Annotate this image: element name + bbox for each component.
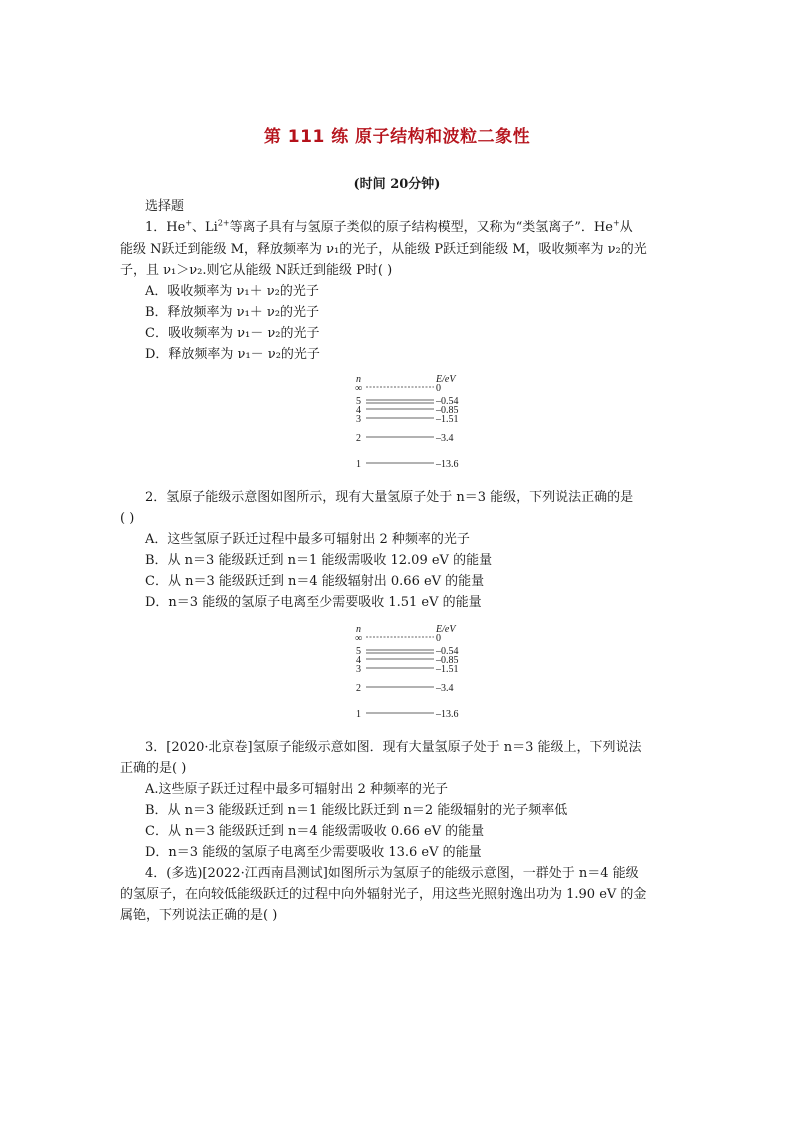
q1-line-3: 子，且 ν₁＞ν₂.则它从能级 N跃迁到能级 P时( ) xyxy=(120,263,393,278)
level-e-2: –3.4 xyxy=(436,683,454,694)
level-n-2: 2 xyxy=(356,433,361,444)
q2-option-c: C．从 n＝3 能级跃迁到 n＝4 能级辐射出 0.66 eV 的能量 xyxy=(145,574,485,589)
level-n-1: 1 xyxy=(356,459,361,470)
level-e-4: –0.85 xyxy=(436,655,459,666)
q2-option-b: B．从 n＝3 能级跃迁到 n＝1 能级需吸收 12.09 eV 的能量 xyxy=(145,553,493,568)
level-n-inf: ∞ xyxy=(355,633,363,644)
level-n-5: 5 xyxy=(356,396,361,407)
level-n-4: 4 xyxy=(356,655,361,666)
energy-level-diagram-2 xyxy=(352,622,482,722)
q2-option-d: D．n＝3 能级的氢原子电离至少需要吸收 1.51 eV 的能量 xyxy=(145,595,482,610)
q1-line-1: 1．He+、$Li^{2+}$等离子具有与氢原子类似的原子结构模型，又称为“类氢离子”．He+从 xyxy=(145,218,633,235)
level-n-2: 2 xyxy=(356,683,361,694)
level-e-inf: 0 xyxy=(436,633,441,644)
n-axis-label: n xyxy=(356,374,361,385)
q3-option-b: B．从 n＝3 能级跃迁到 n＝1 能级比跃迁到 n＝2 能级辐射的光子频率低 xyxy=(145,803,568,818)
energy-axis-label: E/eV xyxy=(436,624,456,635)
q3-option-a: A.这些原子跃迁过程中最多可辐射出 2 种频率的光子 xyxy=(145,782,449,797)
level-n-5: 5 xyxy=(356,646,361,657)
level-e-3: –1.51 xyxy=(436,664,459,675)
q1-option-a: A．吸收频率为 ν₁＋ ν₂的光子 xyxy=(145,284,319,299)
level-e-4: –0.85 xyxy=(436,405,459,416)
section-heading: 选择题 xyxy=(145,199,185,214)
q2-line-2: ( ) xyxy=(120,511,135,526)
energy-axis-label: E/eV xyxy=(436,374,456,385)
q3-option-c: C．从 n＝3 能级跃迁到 n＝4 能级需吸收 0.66 eV 的能量 xyxy=(145,824,485,839)
level-n-3: 3 xyxy=(356,664,361,675)
q1-option-b: B．释放频率为 ν₁＋ ν₂的光子 xyxy=(145,305,320,320)
q1-option-d: D．释放频率为 ν₁－ ν₂的光子 xyxy=(145,347,320,362)
level-n-3: 3 xyxy=(356,414,361,425)
q1-option-c: C．吸收频率为 ν₁－ ν₂的光子 xyxy=(145,326,320,341)
level-n-inf: ∞ xyxy=(355,383,363,394)
q3-line-2: 正确的是( ) xyxy=(120,761,187,776)
q1-line-2: 能级 N跃迁到能级 M，释放频率为 ν₁的光子，从能级 P跃迁到能级 M，吸收频率为 ν₂的光 xyxy=(120,242,647,257)
q4-line-2: 的氢原子，在向较低能级跃迁的过程中向外辐射光子，用这些光照射逸出功为 1.90 eV 的金 xyxy=(120,887,647,902)
n-axis-label: n xyxy=(356,624,361,635)
page-title: 第 111 练 原子结构和波粒二象性 xyxy=(263,127,531,147)
time-limit: (时间 20分钟) xyxy=(353,177,441,192)
q4-line-1: 4．(多选)[2022·江西南昌测试]如图所示为氢原子的能级示意图，一群处于 n＝4 能级 xyxy=(145,866,639,881)
q2-option-a: A．这些氢原子跃迁过程中最多可辐射出 2 种频率的光子 xyxy=(145,532,470,547)
level-n-4: 4 xyxy=(356,405,361,416)
level-e-inf: 0 xyxy=(436,383,441,394)
level-e-5: –0.54 xyxy=(436,396,459,407)
level-e-1: –13.6 xyxy=(436,459,459,470)
q3-option-d: D．n＝3 能级的氢原子电离至少需要吸收 13.6 eV 的能量 xyxy=(145,845,482,860)
q2-line-1: 2．氢原子能级示意图如图所示，现有大量氢原子处于 n＝3 能级，下列说法正确的是 xyxy=(145,490,634,505)
q4-line-3: 属铯，下列说法正确的是( ) xyxy=(120,908,278,923)
level-e-1: –13.6 xyxy=(436,709,459,720)
q3-line-1: 3．[2020·北京卷]氢原子能级示意如图．现有大量氢原子处于 n＝3 能级上，下列说法 xyxy=(145,740,642,755)
level-e-3: –1.51 xyxy=(436,414,459,425)
level-n-1: 1 xyxy=(356,709,361,720)
level-e-2: –3.4 xyxy=(436,433,454,444)
energy-level-diagram xyxy=(352,372,482,472)
level-e-5: –0.54 xyxy=(436,646,459,657)
